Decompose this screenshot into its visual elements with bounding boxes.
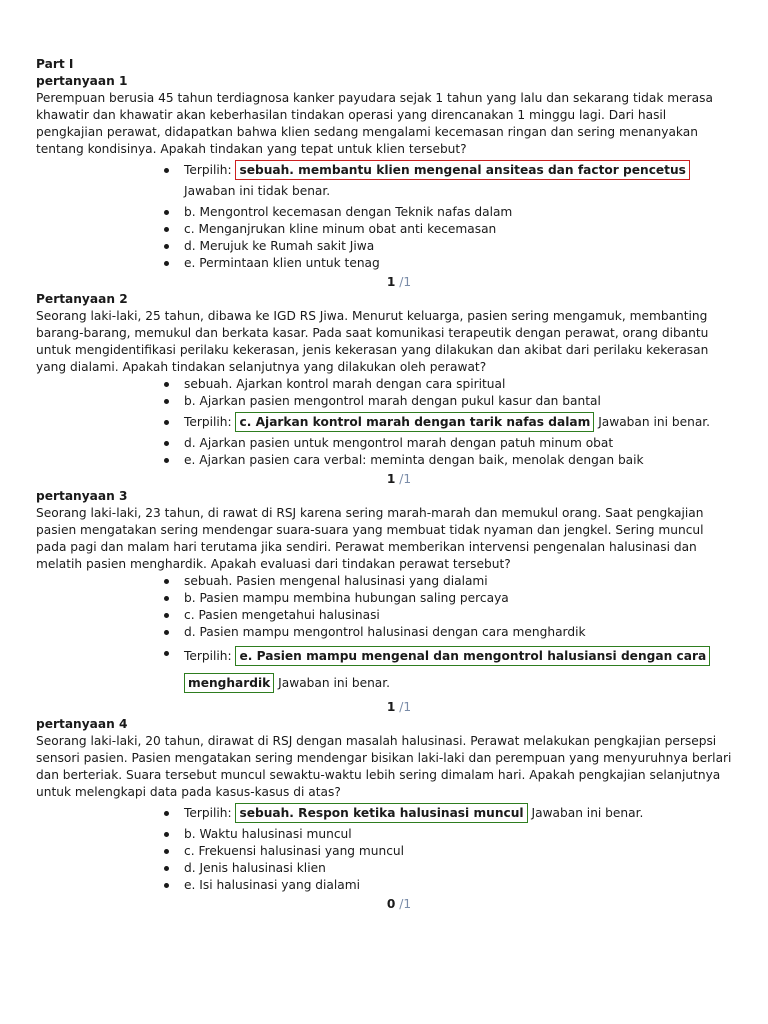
answer-option: c. Frekuensi halusinasi yang muncul: [162, 843, 732, 860]
question-1: [36, 73, 732, 291]
selected-prefix: Terpilih:: [184, 415, 232, 429]
answer-option: e. Permintaan klien untuk tenag: [162, 255, 732, 272]
selected-prefix: Terpilih:: [184, 163, 232, 177]
answer-options: [36, 160, 732, 272]
answer-options: [36, 573, 732, 697]
answer-option: d. Jenis halusinasi klien: [162, 860, 732, 877]
score-total: /1: [399, 275, 412, 289]
question-title: pertanyaan 3: [36, 489, 128, 503]
selected-answer-incorrect: sebuah. membantu klien mengenal ansiteas dan factor pencetus: [235, 160, 689, 180]
answer-option: e. Isi halusinasi yang dialami: [162, 877, 732, 894]
answer-options: [36, 376, 732, 469]
question-score: [36, 896, 732, 913]
question-title: pertanyaan 1: [36, 74, 128, 88]
question-text: Seorang laki-laki, 23 tahun, di rawat di RSJ karena sering marah-marah dan memukul orang. Saat pengkajian pasien mengatakan sering mendengar suara-suara yang membuat tidak nyaman dan jengkel. Sering muncul pada pagi dan malam hari terutama jika sendiri. Perawat memberikan intervensi pengenalan halusinasi dan melatih pasien menghardik. Apakah evaluasi dari tindakan perawat tersebut?: [36, 506, 704, 571]
question-text: Seorang laki-laki, 20 tahun, dirawat di RSJ dengan masalah halusinasi. Perawat melakukan pengkajian persepsi sensori pasien. Pasien mengatakan sering mendengar bisikan laki-laki dan perempuan yang menyuruhnya berlari dan berteriak. Suara tersebut muncul sewaktu-waktu lebih sering dimalam hari. Apakah pengkajian selanjutnya untuk melengkapi data pada kasus-kasus di atas?: [36, 734, 732, 799]
part-title: Part I: [36, 57, 74, 71]
answer-option-selected: [162, 412, 732, 433]
score-value: 1: [386, 700, 396, 714]
question-score: [36, 274, 732, 291]
question-3: [36, 488, 732, 716]
question-text: Seorang laki-laki, 25 tahun, dibawa ke IGD RS Jiwa. Menurut keluarga, pasien sering mengamuk, membanting barang-barang, memukul dan berkata kasar. Pada saat komunikasi terapeutik dengan perawat, orang dibantu untuk mengidentifikasi perilaku kekerasan, jenis kekerasan yang dilakukan dan akibat dari perilaku kekerasan yang dialami. Apakah tindakan selanjutnya yang dilakukan oleh perawat?: [36, 309, 709, 374]
answer-option-selected: [162, 643, 732, 697]
answer-feedback: Jawaban ini tidak benar.: [184, 184, 331, 198]
answer-option: c. Pasien mengetahui halusinasi: [162, 607, 732, 624]
answer-option: b. Ajarkan pasien mengontrol marah dengan pukul kasur dan bantal: [162, 393, 732, 410]
answer-option: sebuah. Ajarkan kontrol marah dengan cara spiritual: [162, 376, 732, 393]
question-score: [36, 699, 732, 716]
answer-option: c. Menganjrukan kline minum obat anti kecemasan: [162, 221, 732, 238]
question-2: [36, 291, 732, 488]
question-score: [36, 471, 732, 488]
answer-feedback: Jawaban ini benar.: [598, 415, 711, 429]
answer-option-selected: [162, 803, 732, 824]
question-text: Perempuan berusia 45 tahun terdiagnosa kanker payudara sejak 1 tahun yang lalu dan sekarang tidak merasa khawatir dan khawatir akan keberhasilan tindakan operasi yang direncanakan 1 minggu lagi. Dari hasil pengkajian perawat, didapatkan bahwa klien sedang mengalami kecemasan ringan dan sering menanyakan tentang kondisinya. Apakah tindakan yang tepat untuk klien tersebut?: [36, 91, 713, 156]
score-total: /1: [399, 472, 412, 486]
selected-prefix: Terpilih:: [184, 649, 232, 663]
question-4: [36, 716, 732, 913]
answer-options: [36, 803, 732, 894]
selected-answer-correct: c. Ajarkan kontrol marah dengan tarik nafas dalam: [235, 412, 594, 432]
selected-answer-correct: e. Pasien mampu mengenal dan mengontrol halusiansi dengan cara menghardik: [184, 646, 710, 693]
quiz-review-page: [36, 56, 732, 913]
score-value: 0: [386, 897, 396, 911]
answer-option-selected: [162, 160, 732, 202]
score-value: 1: [386, 275, 396, 289]
answer-option: b. Pasien mampu membina hubungan saling percaya: [162, 590, 732, 607]
answer-option: d. Merujuk ke Rumah sakit Jiwa: [162, 238, 732, 255]
score-value: 1: [386, 472, 396, 486]
question-title: pertanyaan 4: [36, 717, 128, 731]
answer-option: d. Pasien mampu mengontrol halusinasi dengan cara menghardik: [162, 624, 732, 641]
answer-option: b. Waktu halusinasi muncul: [162, 826, 732, 843]
answer-feedback: Jawaban ini benar.: [278, 676, 391, 690]
answer-option: b. Mengontrol kecemasan dengan Teknik nafas dalam: [162, 204, 732, 221]
selected-prefix: Terpilih:: [184, 806, 232, 820]
answer-option: sebuah. Pasien mengenal halusinasi yang dialami: [162, 573, 732, 590]
answer-option: d. Ajarkan pasien untuk mengontrol marah dengan patuh minum obat: [162, 435, 732, 452]
selected-answer-correct: sebuah. Respon ketika halusinasi muncul: [235, 803, 527, 823]
answer-option: e. Ajarkan pasien cara verbal: meminta dengan baik, menolak dengan baik: [162, 452, 732, 469]
score-total: /1: [399, 700, 412, 714]
question-title: Pertanyaan 2: [36, 292, 128, 306]
answer-feedback: Jawaban ini benar.: [531, 806, 644, 820]
score-total: /1: [399, 897, 412, 911]
